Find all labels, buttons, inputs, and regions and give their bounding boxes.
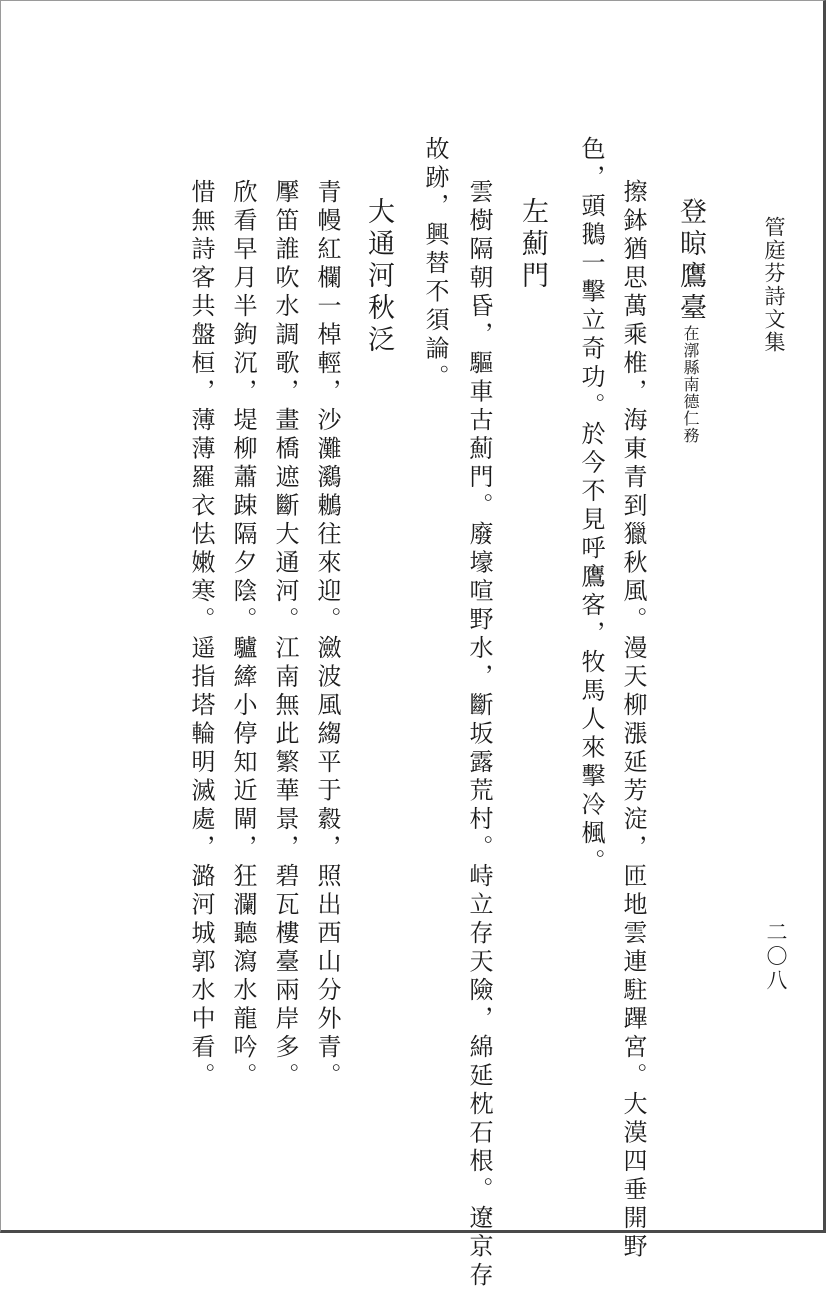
poem-line: 青幔紅欄一棹輕，沙灘鸂鶒往來迎。瀲波風縐平于縠，照出西山分外青。: [313, 179, 341, 1091]
poem-line: 欣看早月半鉤沉，堤柳蕭踈隔夕陰。驢縴小停知近閘，狂瀾聽瀉水龍吟。: [229, 179, 257, 1091]
poem-title: 左薊門: [517, 197, 548, 293]
poem-title: 大通河秋泛: [363, 197, 394, 357]
poem-note: 在漷縣南德仁務: [681, 325, 700, 444]
poem-line: 色，頭鵝一擊立奇功。於今不見呼鷹客，牧馬人來擊冷楓。: [577, 136, 605, 877]
poem-title: 登晾鷹臺: [675, 197, 706, 325]
running-header: 管庭芬詩文集: [762, 216, 786, 354]
poem-line: 故跡，興替不須論。: [421, 136, 449, 393]
poem-1-heading: [677, 197, 704, 444]
poem-line: 雲樹隔朝昏，驅車古薊門。廢壕喧野水，斷坂露荒村。峙立存天險，綿延枕石根。遼京存: [465, 179, 493, 1291]
poem-line: 惜無詩客共盤桓，薄薄羅衣怯嫩寒。遥指塔輪明滅處，潞河城郭水中看。: [187, 179, 215, 1091]
poem-line: 擦鉢猶思萬乘椎，海東青到獵秋風。漫天柳漲延芳淀，匝地雲連駐蹕宮。大漠四垂開野: [619, 179, 647, 1262]
poem-line: 擪笛誰吹水調歌，畫橋遮斷大通河。江南無此繁華景，碧瓦樓臺兩岸多。: [271, 179, 299, 1091]
page-number: 二〇八: [764, 921, 788, 993]
